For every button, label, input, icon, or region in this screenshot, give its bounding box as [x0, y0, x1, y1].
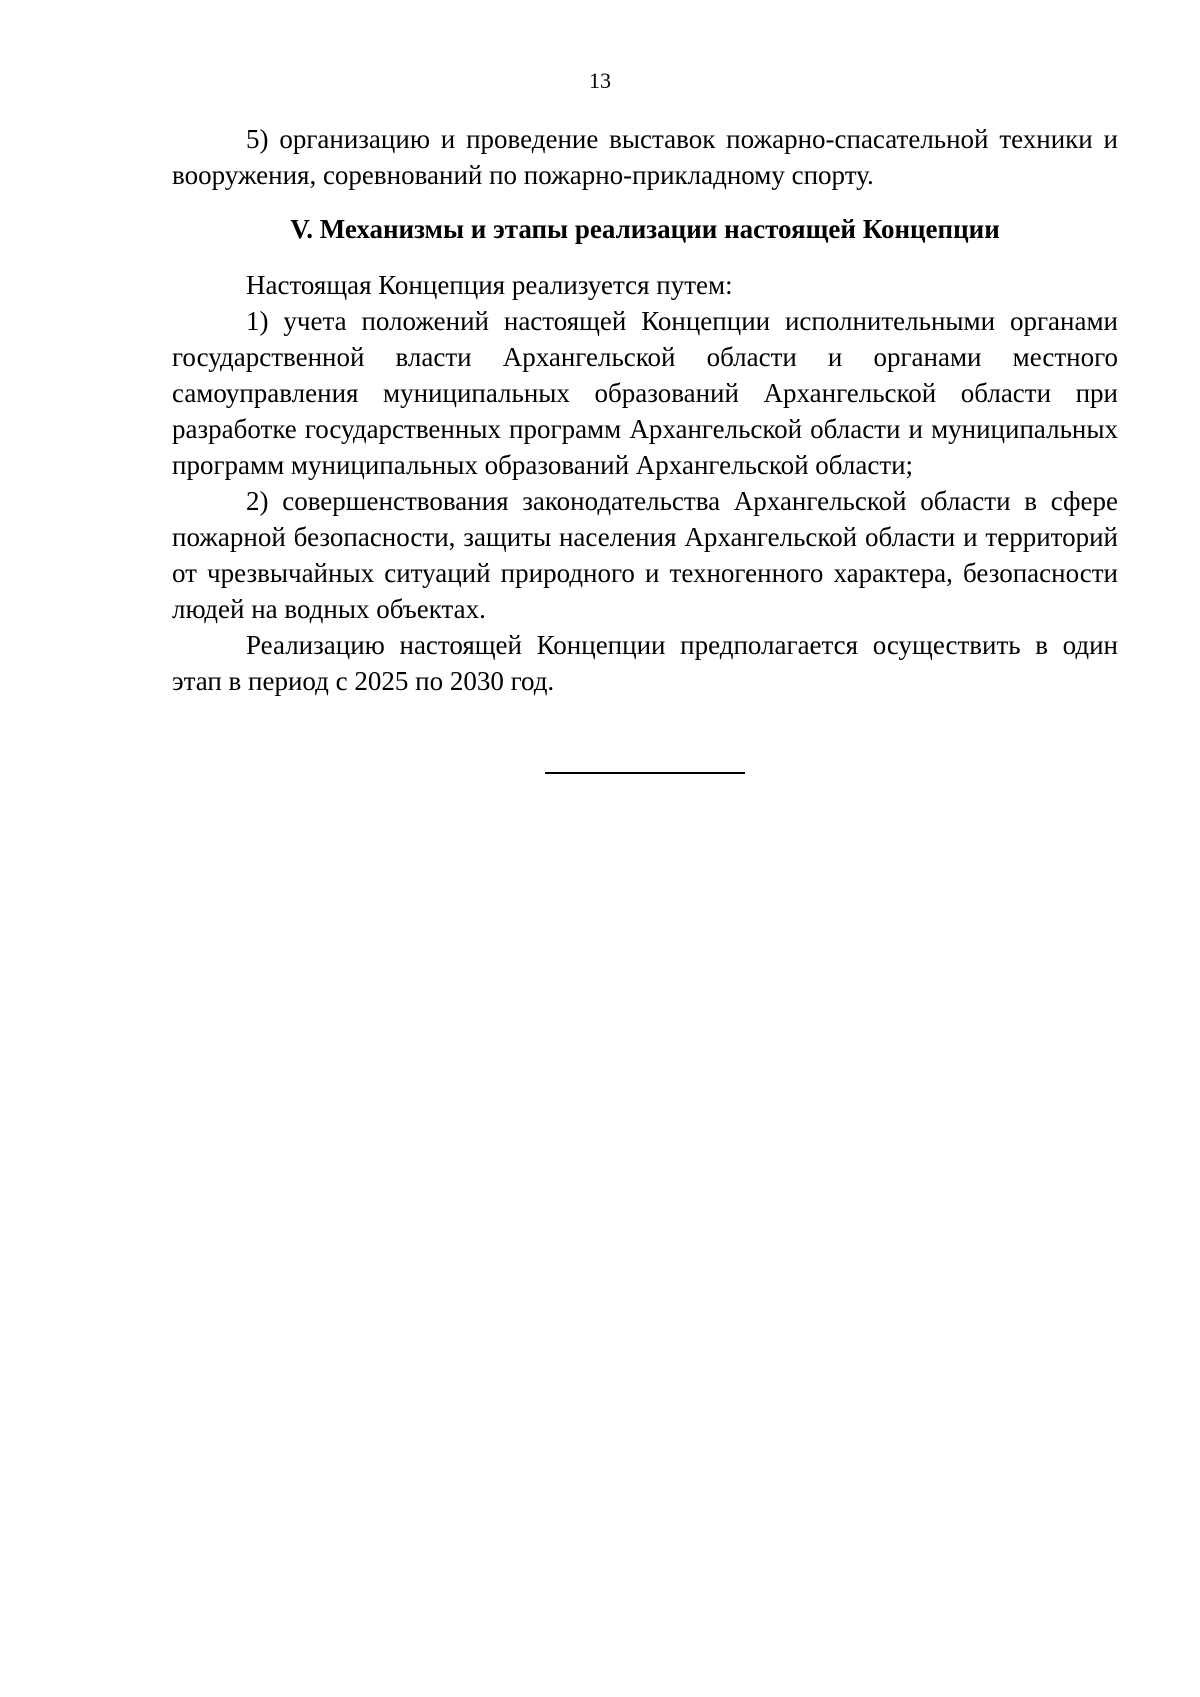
list-item-2-legislation: 2) совершенствования законодательства Архангельской области в сфере пожарной безопасности, защиты населения Архангельской области и территорий от чрезвычайных ситуаций природного и техногенного характера, безопасности людей на водных объектах.	[172, 486, 1118, 624]
page-number: 13	[589, 68, 611, 93]
implementation-intro: Настоящая Концепция реализуется путем:	[246, 270, 733, 300]
section-heading: V. Механизмы и этапы реализации настоящей Концепции	[290, 214, 1000, 244]
document-body	[172, 121, 1118, 699]
list-item-5-exhibitions: 5) организацию и проведение выставок пожарно-спасательной техники и вооружения, соревнований по пожарно-прикладному спорту.	[172, 124, 1118, 190]
implementation-period: Реализацию настоящей Концепции предполагается осуществить в один этап в период с 2025 по 2030 год.	[172, 630, 1118, 696]
list-item-1-programs: 1) учета положений настоящей Концепции исполнительными органами государственной власти Архангельской области и органами местного самоуправления муниципальных образований Архангельской области при разработке государственных программ Архангельской области и муниципальных программ муниципальных образований Архангельской области;	[172, 306, 1118, 480]
end-of-document-rule	[545, 772, 745, 774]
